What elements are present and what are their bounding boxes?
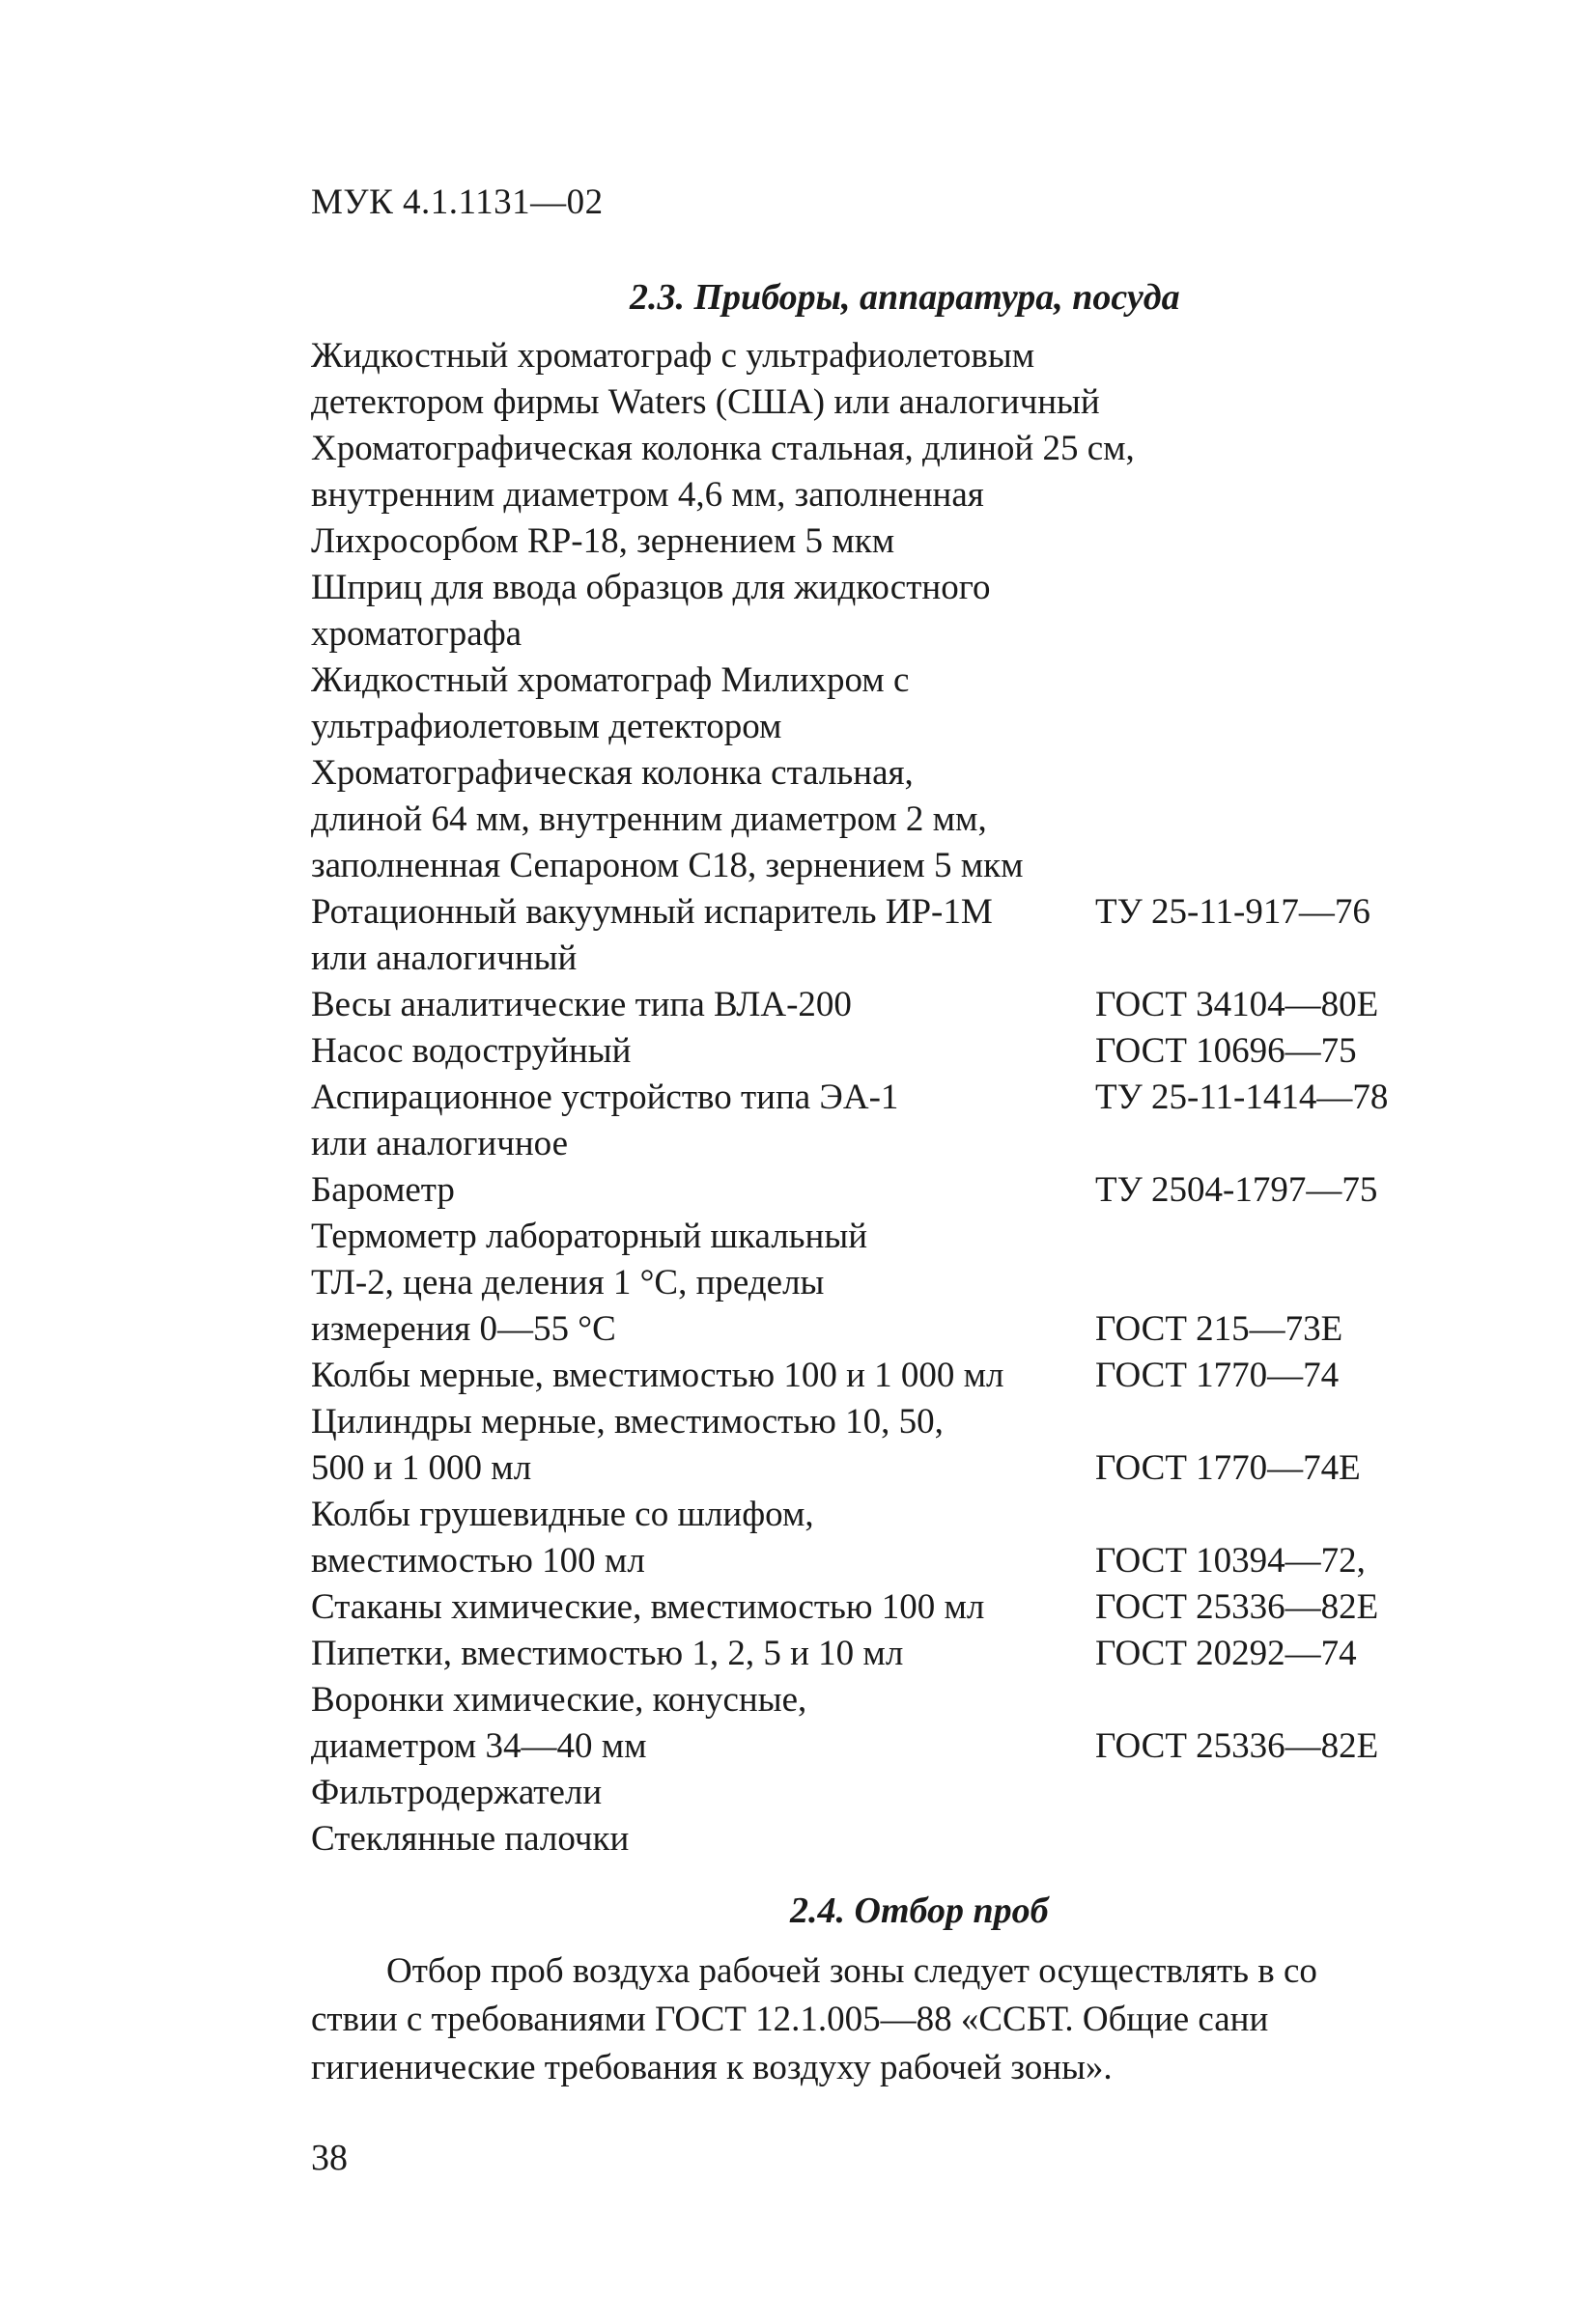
equipment-name: Жидкостный хроматограф Милихром с [311,660,910,700]
equipment-name: Лихросорбом RP-18, зернением 5 мкм [311,521,895,561]
equipment-row [311,565,1451,611]
equipment-name: Пипетки, вместимостью 1, 2, 5 и 10 мл [311,1634,904,1673]
equipment-name: Колбы грушевидные со шлифом, [311,1495,814,1534]
equipment-standard: ТУ 25-11-917—76 [1095,892,1370,932]
paragraph-line: ствии с требованиями ГОСТ 12.1.005—88 «ССБТ. Общие сани [311,2000,1269,2039]
equipment-name: вместимостью 100 мл [311,1541,645,1581]
equipment-row [311,1445,1451,1492]
equipment-name: или аналогичный [311,938,578,978]
equipment-standard: ТУ 25-11-1414—78 [1095,1078,1389,1117]
equipment-name: Термометр лабораторный шкальный [311,1217,867,1256]
equipment-standard: ГОСТ 1770—74 [1095,1356,1340,1395]
equipment-row [311,1677,1451,1723]
equipment-row [311,1028,1451,1075]
equipment-row [311,750,1451,797]
equipment-row [311,1816,1451,1862]
equipment-name: длиной 64 мм, внутренним диаметром 2 мм, [311,799,987,839]
equipment-name: Ротационный вакуумный испаритель ИР-1М [311,892,993,932]
equipment-name: хроматографа [311,614,522,654]
equipment-row [311,379,1451,426]
equipment-name: Колбы мерные, вместимостью 100 и 1 000 мл [311,1356,1004,1395]
equipment-row [311,1167,1451,1214]
equipment-name: Стаканы химические, вместимостью 100 мл [311,1587,985,1627]
equipment-standard: ГОСТ 10696—75 [1095,1031,1357,1071]
section-title-sampling: 2.4. Отбор проб [790,1890,1049,1931]
equipment-row [311,843,1451,889]
equipment-name: Барометр [311,1170,455,1210]
equipment-row [311,1770,1451,1816]
equipment-name: измерения 0—55 °С [311,1309,616,1349]
paragraph-line: Отбор проб воздуха рабочей зоны следует осуществлять в со [386,1951,1317,1991]
equipment-row [311,1260,1451,1306]
equipment-name: ТЛ-2, цена деления 1 °С, пределы [311,1263,825,1302]
equipment-row [311,797,1451,843]
equipment-row [311,426,1451,472]
equipment-row [311,658,1451,704]
equipment-list [311,333,1451,1862]
equipment-name: детектором фирмы Waters (США) или аналогичный [311,382,1100,422]
equipment-name: Стеклянные палочки [311,1819,630,1859]
equipment-name: Фильтродержатели [311,1773,603,1812]
equipment-name: заполненная Сепароном С18, зернением 5 мкм [311,846,1024,885]
equipment-row [311,1584,1451,1631]
equipment-standard: ГОСТ 25336—82Е [1095,1587,1379,1627]
equipment-row [311,704,1451,750]
equipment-name: диаметром 34—40 мм [311,1726,647,1766]
equipment-row [311,472,1451,518]
equipment-name: Хроматографическая колонка стальная, длиной 25 см, [311,429,1135,468]
equipment-name: Хроматографическая колонка стальная, [311,753,914,793]
equipment-standard: ТУ 2504-1797—75 [1095,1170,1378,1210]
equipment-name: Воронки химические, конусные, [311,1680,807,1720]
equipment-row [311,1306,1451,1353]
equipment-row [311,611,1451,658]
equipment-name: или аналогичное [311,1124,569,1163]
document-code-header: МУК 4.1.1131—02 [311,182,604,222]
equipment-name: 500 и 1 000 мл [311,1448,532,1488]
equipment-name: Насос водоструйный [311,1031,632,1071]
paragraph-line: гигиенические требования к воздуху рабочей зоны». [311,2048,1113,2087]
sampling-paragraph [311,1947,1443,2092]
equipment-standard: ГОСТ 1770—74Е [1095,1448,1361,1488]
equipment-row [311,518,1451,565]
equipment-name: ультрафиолетовым детектором [311,707,782,746]
equipment-row [311,1121,1451,1167]
equipment-name: внутренним диаметром 4,6 мм, заполненная [311,475,984,515]
equipment-row [311,982,1451,1028]
equipment-name: Цилиндры мерные, вместимостью 10, 50, [311,1402,944,1442]
equipment-name: Аспирационное устройство типа ЭА-1 [311,1078,899,1117]
equipment-standard: ГОСТ 215—73Е [1095,1309,1343,1349]
equipment-row [311,333,1451,379]
equipment-row [311,1075,1451,1121]
equipment-name: Жидкостный хроматограф с ультрафиолетовым [311,336,1035,376]
equipment-row [311,1399,1451,1445]
equipment-row [311,1214,1451,1260]
equipment-standard: ГОСТ 34104—80Е [1095,985,1379,1024]
equipment-row [311,889,1451,936]
equipment-row [311,1353,1451,1399]
equipment-name: Весы аналитические типа ВЛА-200 [311,985,852,1024]
equipment-standard: ГОСТ 10394—72, [1095,1541,1366,1581]
equipment-standard: ГОСТ 25336—82Е [1095,1726,1379,1766]
equipment-name: Шприц для ввода образцов для жидкостного [311,568,991,607]
section-title-instruments: 2.3. Приборы, аппаратура, посуда [630,277,1180,318]
equipment-row [311,1631,1451,1677]
equipment-row [311,1538,1451,1584]
equipment-standard: ГОСТ 20292—74 [1095,1634,1357,1673]
page-number: 38 [311,2138,348,2178]
equipment-row [311,1723,1451,1770]
equipment-row [311,1492,1451,1538]
equipment-row [311,936,1451,982]
